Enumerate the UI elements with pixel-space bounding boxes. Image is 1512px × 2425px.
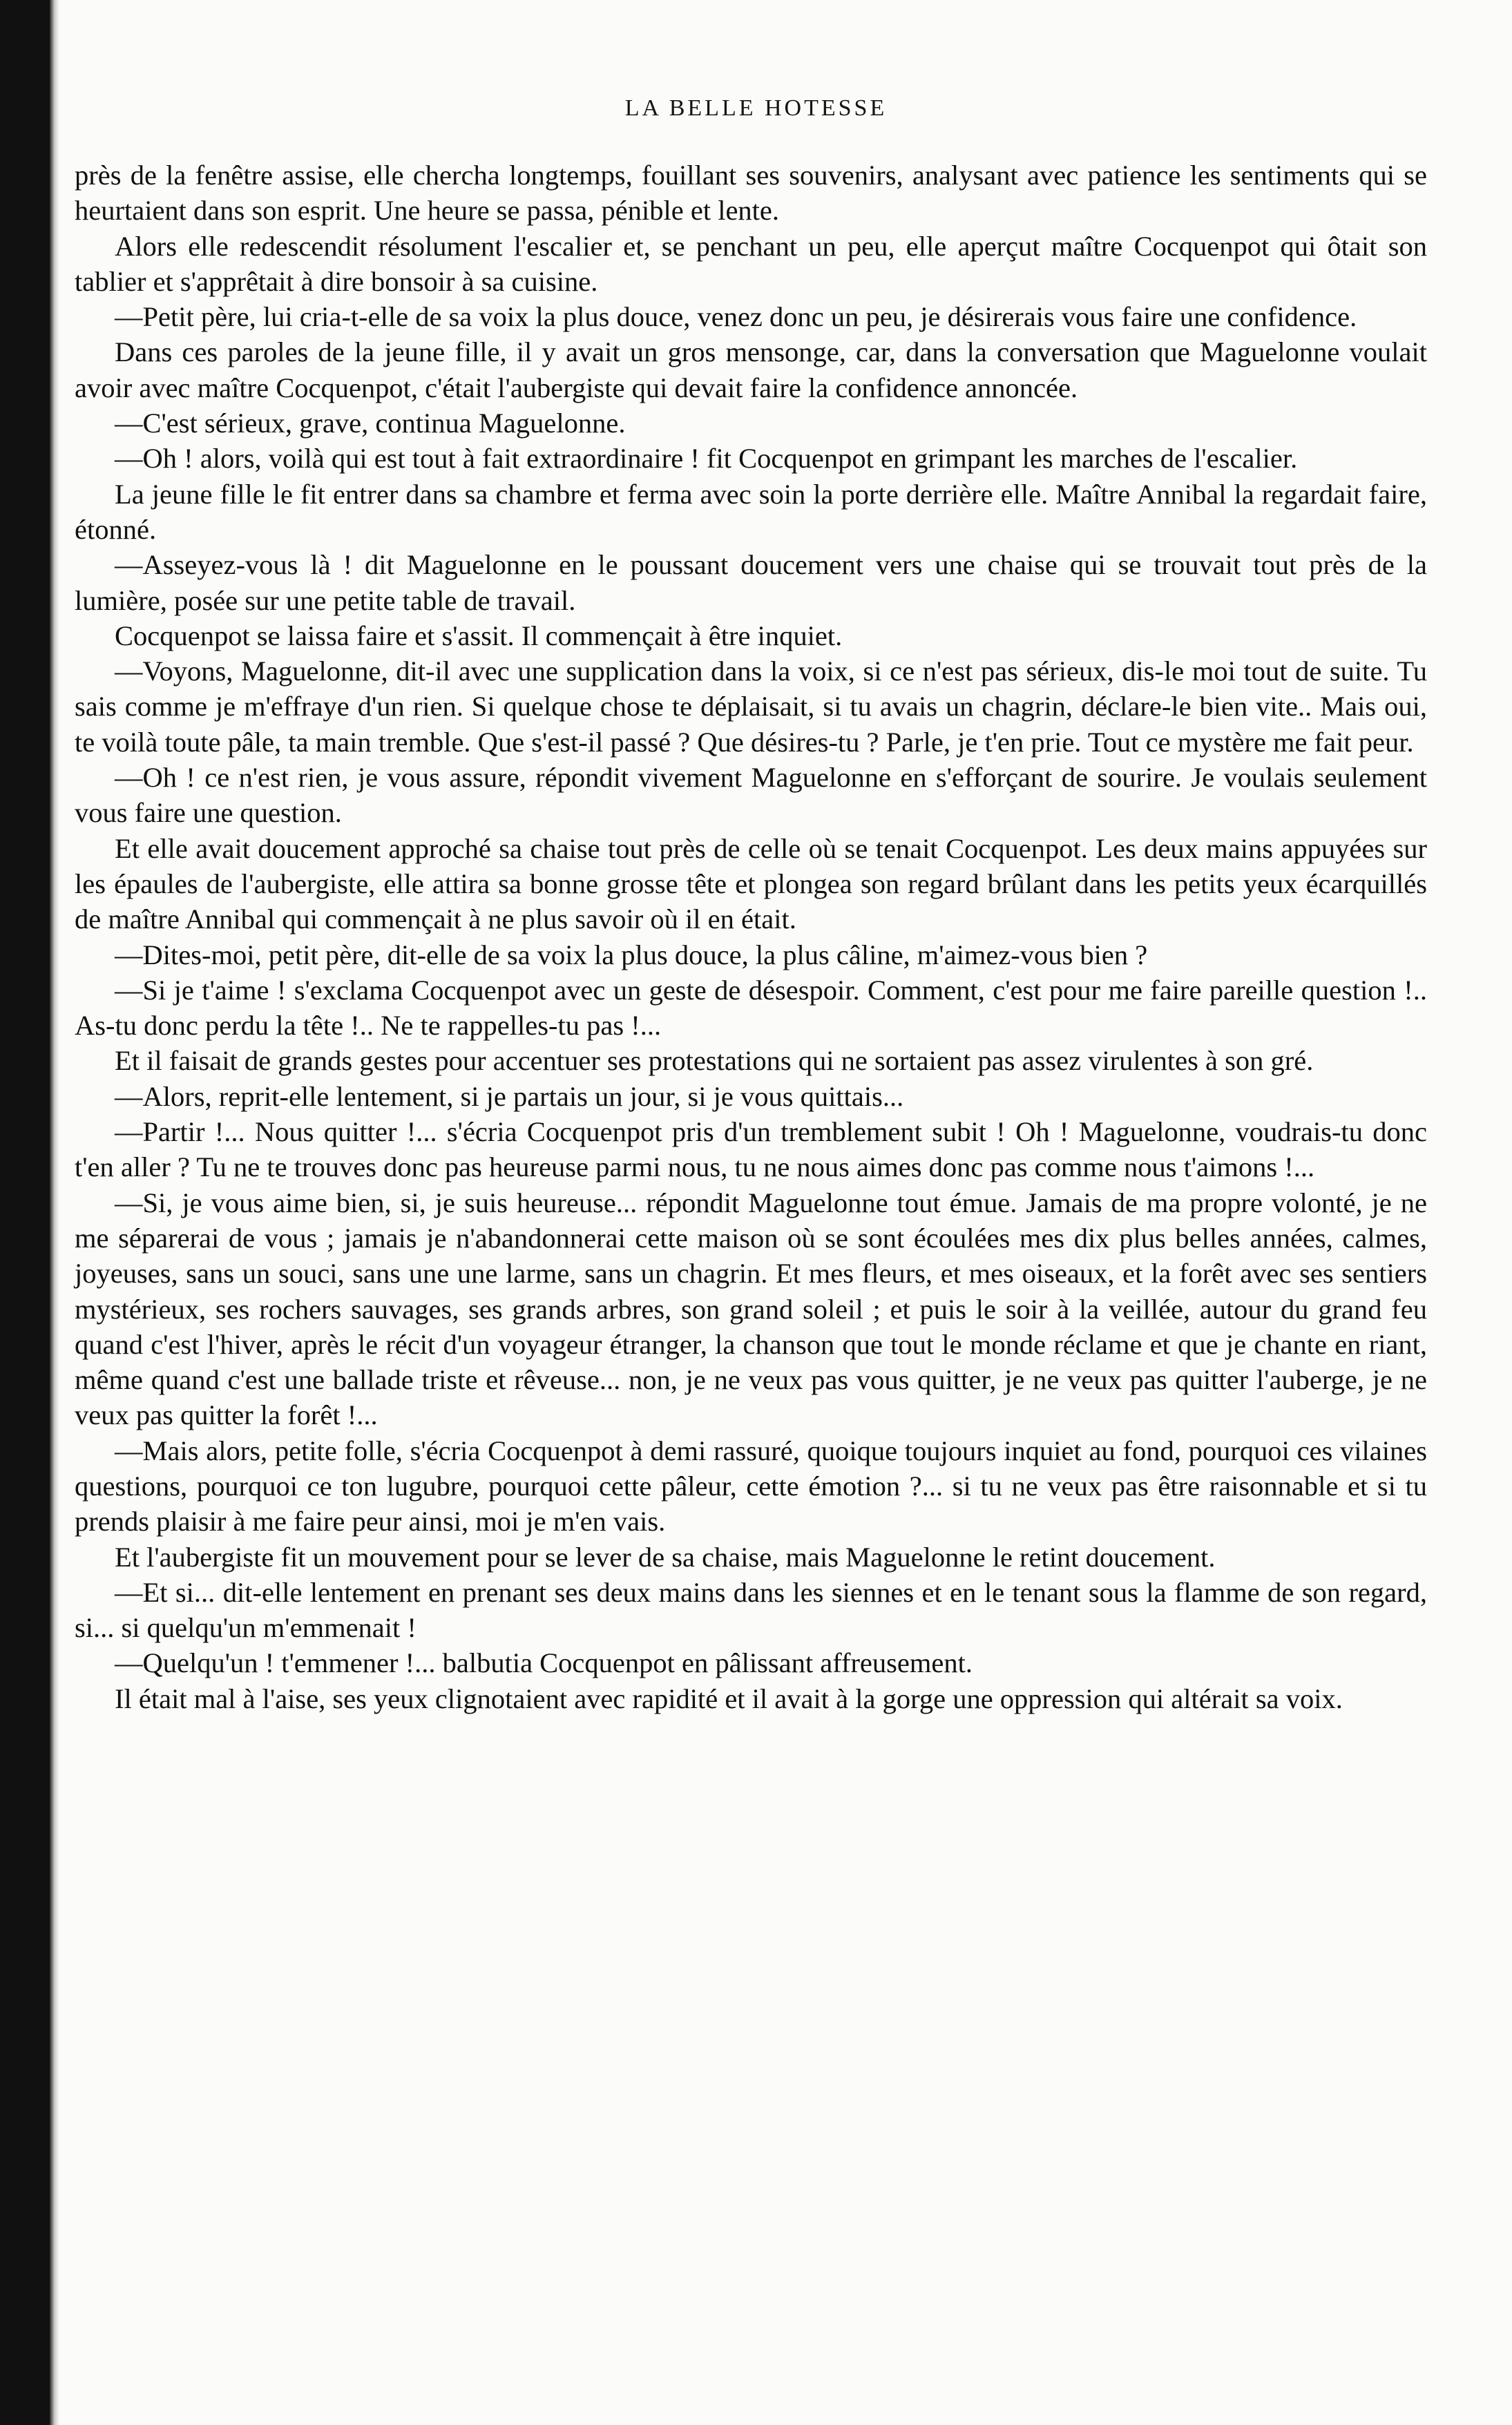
dialogue-line: —Mais alors, petite folle, s'écria Cocquenpot à demi rassuré, quoique toujours inquiet au fond, pourquoi ces vilaines questions, pourquoi ce ton lugubre, pourquoi cette pâleur, cette émotion ?... si tu ne veux pas être raisonnable et si tu prends plaisir à me faire peur ainsi, moi je m'en vais. [75,1435,1427,1537]
dialogue-line: —Voyons, Maguelonne, dit-il avec une supplication dans la voix, si ce n'est pas sérieux, dis-le moi tout de suite. Tu sais comme je m'effraye d'un rien. Si quelque chose te déplaisait, si tu avais un chagrin, déclare-le bien vite.. Mais oui, te voilà toute pâle, ta main tremble. Que s'est-il passé ? Que désires-tu ? Parle, je t'en prie. Tout ce mystère me fait peur. [75,655,1427,758]
paragraph: Alors elle redescendit résolument l'escalier et, se penchant un peu, elle aperçut maître Cocquenpot qui ôtait son tablier et s'apprêtait à dire bonsoir à sa cuisine. [75,230,1427,297]
dialogue-line: —Dites-moi, petit père, dit-elle de sa voix la plus douce, la plus câline, m'aimez-vous bien ? [115,939,1148,970]
dialogue-line: —Si je t'aime ! s'exclama Cocquenpot avec un geste de désespoir. Comment, c'est pour me faire pareille question !.. As-tu donc perdu la tête !.. Ne te rappelles-tu pas !... [75,974,1427,1042]
dialogue-line: —Asseyez-vous là ! dit Maguelonne en le poussant doucement vers une chaise qui se trouvait tout près de la lumière, posée sur une petite table de travail. [75,549,1427,616]
paragraph: Et il faisait de grands gestes pour accentuer ses protestations qui ne sortaient pas assez virulentes à son gré. [115,1045,1314,1077]
dialogue-line: —Partir !... Nous quitter !... s'écria Cocquenpot pris d'un tremblement subit ! Oh ! Maguelonne, voudrais-tu donc t'en aller ? Tu ne te trouves donc pas heureuse parmi nous, tu ne nous aimes donc pas comme nous t'aimons !... [75,1116,1427,1183]
dialogue-line: —Si, je vous aime bien, si, je suis heureuse... répondit Maguelonne tout émue. Jamais de ma propre volonté, je ne me séparerai de vous ; jamais je n'abandonnerai cette maison où se sont écoulées mes dix plus belles années, calmes, joyeuses, sans un souci, sans une une larme, sans un chagrin. Et mes fleurs, et mes oiseaux, et la forêt avec ses sentiers mystérieux, ses rochers sauvages, ses grands arbres, son grand soleil ; et puis le soir à la veillée, autour du grand feu quand c'est l'hiver, après le récit d'un voyageur étranger, la chanson que tout le monde réclame et que je chante en riant, même quand c'est une ballade triste et rêveuse... non, je ne veux pas vous quitter, je ne veux pas quitter l'auberge, je ne veux pas quitter la forêt !... [75,1187,1427,1431]
dialogue-line: —Alors, reprit-elle lentement, si je partais un jour, si je vous quittais... [115,1080,904,1112]
body-text [75,157,1427,1716]
dialogue-line: —C'est sérieux, grave, continua Maguelonne. [115,408,626,439]
paragraph: Il était mal à l'aise, ses yeux clignotaient avec rapidité et il avait à la gorge une oppression qui altérait sa voix. [115,1683,1343,1714]
dialogue-line: —Petit père, lui cria-t-elle de sa voix la plus douce, venez donc un peu, je désirerais vous faire une confidence. [115,301,1357,333]
paragraph: Et elle avait doucement approché sa chaise tout près de celle où se tenait Cocquenpot. Les deux mains appuyées sur les épaules de l'aubergiste, elle attira sa bonne grosse tête et plongea son regard brûlant dans les petits yeux écarquillés de maître Annibal qui commençait à ne plus savoir où il en était. [75,832,1427,935]
running-title: LA BELLE HOTESSE [624,95,888,121]
paragraph: Dans ces paroles de la jeune fille, il y avait un gros mensonge, car, dans la conversation que Maguelonne voulait avoir avec maître Cocquenpot, c'était l'aubergiste qui devait faire la confidence annoncée. [75,336,1427,403]
dialogue-line: —Quelqu'un ! t'emmener !... balbutia Cocquenpot en pâlissant affreusement. [115,1647,973,1679]
paragraph: Et l'aubergiste fit un mouvement pour se lever de sa chaise, mais Maguelonne le retint doucement. [115,1541,1216,1573]
paragraph: Cocquenpot se laissa faire et s'assit. Il commençait à être inquiet. [115,620,843,651]
dialogue-line: —Et si... dit-elle lentement en prenant ses deux mains dans les siennes et en le tenant sous la flamme de son regard, si... si quelqu'un m'emmenait ! [75,1576,1427,1644]
paragraph: près de la fenêtre assise, elle chercha longtemps, fouillant ses souvenirs, analysant avec patience les sentiments qui se heurtaient dans son esprit. Une heure se passa, pénible et lente. [75,160,1427,227]
dialogue-line: —Oh ! alors, voilà qui est tout à fait extraordinaire ! fit Cocquenpot en grimpant les marches de l'escalier. [115,443,1298,475]
binding-edge-gradient [50,0,59,2425]
book-binding-shadow [0,0,50,2425]
dialogue-line: —Oh ! ce n'est rien, je vous assure, répondit vivement Maguelonne en s'efforçant de sourire. Je voulais seulement vous faire une question. [75,762,1427,829]
paragraph: La jeune fille le fit entrer dans sa chambre et ferma avec soin la porte derrière elle. Maître Annibal la regardait faire, étonné. [75,478,1427,545]
